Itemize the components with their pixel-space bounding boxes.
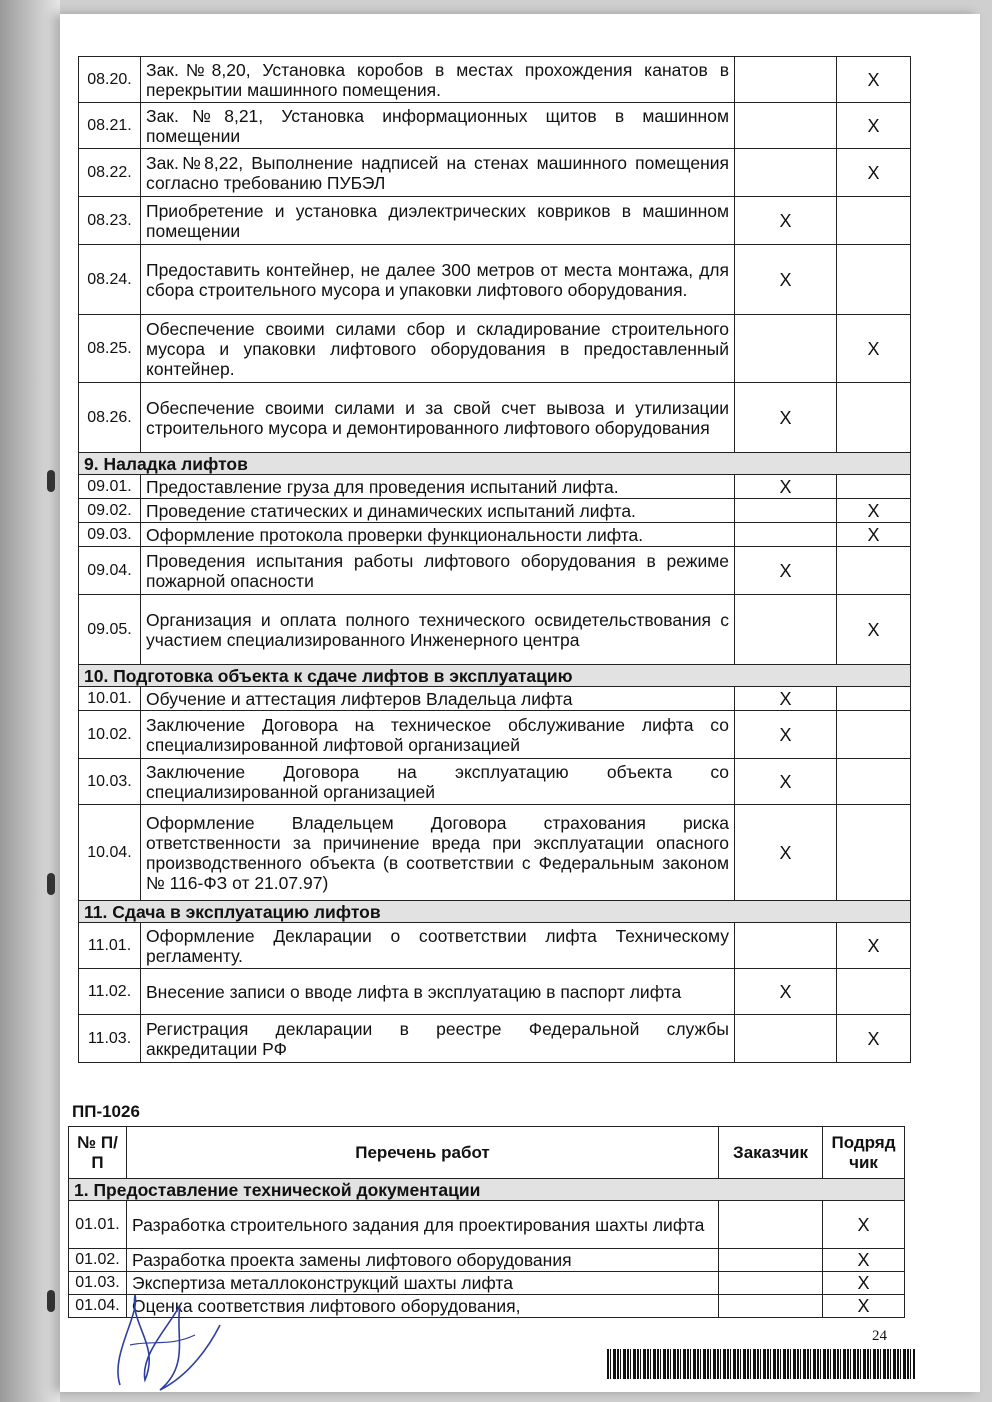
row-number: 09.05. <box>79 595 141 665</box>
work-description: Обеспечение своими силами сбор и складирование строительного мусора и упаковки лифтового оборудования в предоставленный контейнер. <box>141 315 735 383</box>
table-row <box>69 1201 905 1249</box>
header-number: № П/П <box>69 1127 127 1179</box>
work-description: Обучение и аттестация лифтеров Владельца лифта <box>141 687 735 711</box>
customer-mark: X <box>735 383 837 453</box>
contractor-mark: X <box>837 923 911 969</box>
document-code: ПП-1026 <box>72 1102 140 1121</box>
table-row <box>79 197 911 245</box>
row-number: 08.25. <box>79 315 141 383</box>
row-number: 09.03. <box>79 523 141 547</box>
work-description: Предоставить контейнер, не далее 300 метров от места монтажа, для сбора строительного мусора и упаковки лифтового оборудования. <box>141 245 735 315</box>
table-row <box>79 149 911 197</box>
row-number: 08.21. <box>79 103 141 149</box>
work-description: Внесение записи о вводе лифта в эксплуатацию в паспорт лифта <box>141 969 735 1015</box>
work-description: Организация и оплата полного технического освидетельствования с участием специализированного Инженерного центра <box>141 595 735 665</box>
work-description: Приобретение и установка диэлектрических ковриков в машинном помещении <box>141 197 735 245</box>
table-row <box>79 57 911 103</box>
contractor-mark: X <box>837 1015 911 1063</box>
contractor-mark <box>837 711 911 759</box>
table-row <box>79 923 911 969</box>
table-row <box>79 383 911 453</box>
contractor-mark <box>837 805 911 901</box>
row-number: 01.04. <box>69 1295 127 1318</box>
table-row <box>79 969 911 1015</box>
contractor-mark: X <box>837 523 911 547</box>
work-description: Зак.№8,22, Выполнение надписей на стенах машинного помещения согласно требованию ПУБЭЛ <box>141 149 735 197</box>
customer-mark: X <box>735 475 837 499</box>
row-number: 08.24. <box>79 245 141 315</box>
contractor-mark <box>837 969 911 1015</box>
row-number: 09.02. <box>79 499 141 523</box>
row-number: 08.20. <box>79 57 141 103</box>
table-row <box>79 475 911 499</box>
contractor-mark: X <box>837 499 911 523</box>
contractor-mark: X <box>837 103 911 149</box>
table-row <box>79 499 911 523</box>
work-description: Оформление Декларации о соответствии лифта Техническому регламенту. <box>141 923 735 969</box>
row-number: 01.01. <box>69 1201 127 1249</box>
table-row <box>79 103 911 149</box>
row-number: 08.23. <box>79 197 141 245</box>
customer-mark <box>719 1249 823 1272</box>
work-description: Заключение Договора на эксплуатацию объекта со специализированной организацией <box>141 759 735 805</box>
work-description: Предоставление груза для проведения испытаний лифта. <box>141 475 735 499</box>
work-description: Оформление Владельцем Договора страхования риска ответственности за причинение вреда при эксплуатации опасного производственного объекта (в соответствии с Федеральным законом № 116-ФЗ от 21.07.97) <box>141 805 735 901</box>
customer-mark: X <box>735 969 837 1015</box>
customer-mark <box>735 57 837 103</box>
row-number: 11.01. <box>79 923 141 969</box>
contractor-mark <box>837 245 911 315</box>
contractor-mark: X <box>823 1272 905 1295</box>
row-number: 08.22. <box>79 149 141 197</box>
barcode <box>607 1349 915 1379</box>
table-row <box>79 523 911 547</box>
row-number: 10.02. <box>79 711 141 759</box>
section-heading-row <box>79 665 911 687</box>
binder-hole <box>47 1290 55 1312</box>
work-description: Разработка проекта замены лифтового оборудования <box>127 1249 719 1272</box>
contractor-mark <box>837 197 911 245</box>
customer-mark <box>719 1295 823 1318</box>
work-description: Заключение Договора на техническое обслуживание лифта со специализированной лифтовой организацией <box>141 711 735 759</box>
customer-mark <box>735 923 837 969</box>
table-row <box>79 547 911 595</box>
customer-mark <box>735 523 837 547</box>
header-customer: Заказчик <box>719 1127 823 1179</box>
customer-mark: X <box>735 711 837 759</box>
row-number: 10.04. <box>79 805 141 901</box>
customer-mark <box>719 1272 823 1295</box>
customer-mark <box>735 149 837 197</box>
contractor-mark <box>837 475 911 499</box>
work-description: Проведение статических и динамических испытаний лифта. <box>141 499 735 523</box>
table-header-row <box>69 1127 905 1179</box>
table-row <box>79 595 911 665</box>
row-number: 10.03. <box>79 759 141 805</box>
customer-mark <box>735 595 837 665</box>
section-title: 9. Наладка лифтов <box>79 453 911 475</box>
work-description: Разработка строительного задания для проектирования шахты лифта <box>127 1201 719 1249</box>
contractor-mark: X <box>837 315 911 383</box>
work-description: Оформление протокола проверки функциональности лифта. <box>141 523 735 547</box>
row-number: 01.02. <box>69 1249 127 1272</box>
section-title: 11. Сдача в эксплуатацию лифтов <box>79 901 911 923</box>
row-number: 10.01. <box>79 687 141 711</box>
work-description: Обеспечение своими силами и за свой счет вывоза и утилизации строительного мусора и демонтированного лифтового оборудования <box>141 383 735 453</box>
customer-mark: X <box>735 687 837 711</box>
row-number: 09.01. <box>79 475 141 499</box>
header-contractor: Подряд чик <box>823 1127 905 1179</box>
contractor-mark <box>837 687 911 711</box>
customer-mark: X <box>735 805 837 901</box>
table-row <box>79 315 911 383</box>
row-number: 11.03. <box>79 1015 141 1063</box>
section-title: 10. Подготовка объекта к сдаче лифтов в эксплуатацию <box>79 665 911 687</box>
contractor-mark: X <box>823 1295 905 1318</box>
handwritten-signature <box>100 1285 230 1395</box>
work-description: Оценка соответствия лифтового оборудования, <box>127 1295 719 1318</box>
work-description: Зак.№8,21, Установка информационных щитов в машинном помещении <box>141 103 735 149</box>
table-row <box>69 1249 905 1272</box>
contractor-mark <box>837 383 911 453</box>
customer-mark <box>735 103 837 149</box>
customer-mark <box>735 499 837 523</box>
page-binding-edge <box>0 0 60 1402</box>
work-description: Проведения испытания работы лифтового оборудования в режиме пожарной опасности <box>141 547 735 595</box>
contractor-mark: X <box>823 1249 905 1272</box>
table-row <box>79 687 911 711</box>
section-title: 1. Предоставление технической документации <box>69 1179 905 1201</box>
row-number: 09.04. <box>79 547 141 595</box>
customer-mark: X <box>735 759 837 805</box>
row-number: 01.03. <box>69 1272 127 1295</box>
contractor-mark <box>837 547 911 595</box>
header-works: Перечень работ <box>127 1127 719 1179</box>
contractor-mark: X <box>837 595 911 665</box>
customer-mark <box>735 315 837 383</box>
binder-hole <box>47 470 55 492</box>
section-heading-row <box>79 453 911 475</box>
customer-mark: X <box>735 547 837 595</box>
table-row <box>79 759 911 805</box>
section-heading-row <box>79 901 911 923</box>
row-number: 11.02. <box>79 969 141 1015</box>
contractor-mark: X <box>837 57 911 103</box>
work-description: Зак.№8,20, Установка коробов в местах прохождения канатов в перекрытии машинного помещения. <box>141 57 735 103</box>
binder-hole <box>47 873 55 895</box>
table-row <box>79 711 911 759</box>
table-row <box>79 805 911 901</box>
table-row <box>79 1015 911 1063</box>
customer-mark <box>719 1201 823 1249</box>
work-description: Регистрация декларации в реестре Федеральной службы аккредитации РФ <box>141 1015 735 1063</box>
contractor-mark: X <box>823 1201 905 1249</box>
works-table-continued <box>78 56 911 1063</box>
table-row <box>79 245 911 315</box>
work-description: Экспертиза металлоконструкций шахты лифта <box>127 1272 719 1295</box>
customer-mark: X <box>735 245 837 315</box>
contractor-mark: X <box>837 149 911 197</box>
row-number: 08.26. <box>79 383 141 453</box>
page-number: 24 <box>872 1328 887 1344</box>
customer-mark <box>735 1015 837 1063</box>
customer-mark: X <box>735 197 837 245</box>
contractor-mark <box>837 759 911 805</box>
section-heading-row <box>69 1179 905 1201</box>
